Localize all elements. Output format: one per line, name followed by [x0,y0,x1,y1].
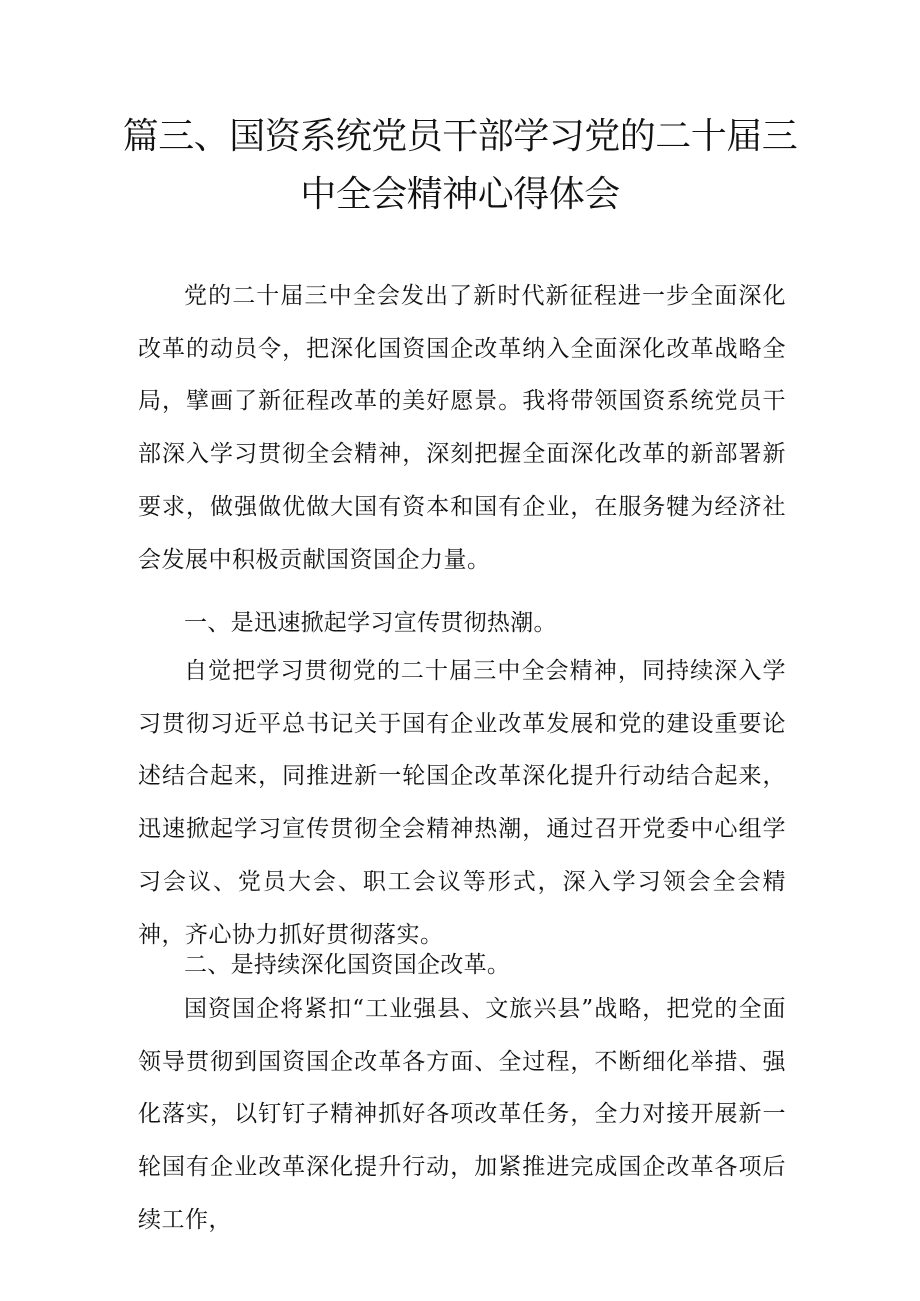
section-1-heading: 一、是迅速掀起学习宣传贯彻热潮。 [184,610,557,636]
section-2-paragraph: 国资国企将紧扣“工业强县、文旅兴县”战略，把党的全面领导贯彻到国资国企改革各方面、全过程，不断细化举措、强化落实，以钉钉子精神抓好各项改革任务，全力对接开展新一轮国有企业改革深化提升行动，加紧推进完成国企改革各项后续工作， [138,996,786,1233]
section-1-paragraph: 自觉把学习贯彻党的二十届三中全会精神，同持续深入学习贯彻习近平总书记关于国有企业改革发展和党的建设重要论述结合起来，同推进新一轮国企改革深化提升行动结合起来，迅速掀起学习宣传贯彻全会精神热潮，通过召开党委中心组学习会议、党员大会、职工会议等形式，深入学习领会全会精神，齐心协力抓好贯彻落实。 [138,658,786,948]
title-line-2: 中全会精神心得体会 [300,174,620,215]
intro-paragraph: 党的二十届三中全会发出了新时代新征程进一步全面深化改革的动员令，把深化国资国企改革纳入全面深化改革战略全局，擘画了新征程改革的美好愿景。我将带领国资系统党员干部深入学习贯彻全会精神，深刻把握全面深化改革的新部署新要求，做强做优做大国有资本和国有企业，在服务犍为经济社会发展中积极贡献国资国企力量。 [138,283,786,573]
title-line-1: 篇三、国资系统党员干部学习党的二十届三 [122,116,798,157]
document-title [100,108,820,224]
section-2-heading: 二、是持续深化国资国企改革。 [184,952,511,978]
